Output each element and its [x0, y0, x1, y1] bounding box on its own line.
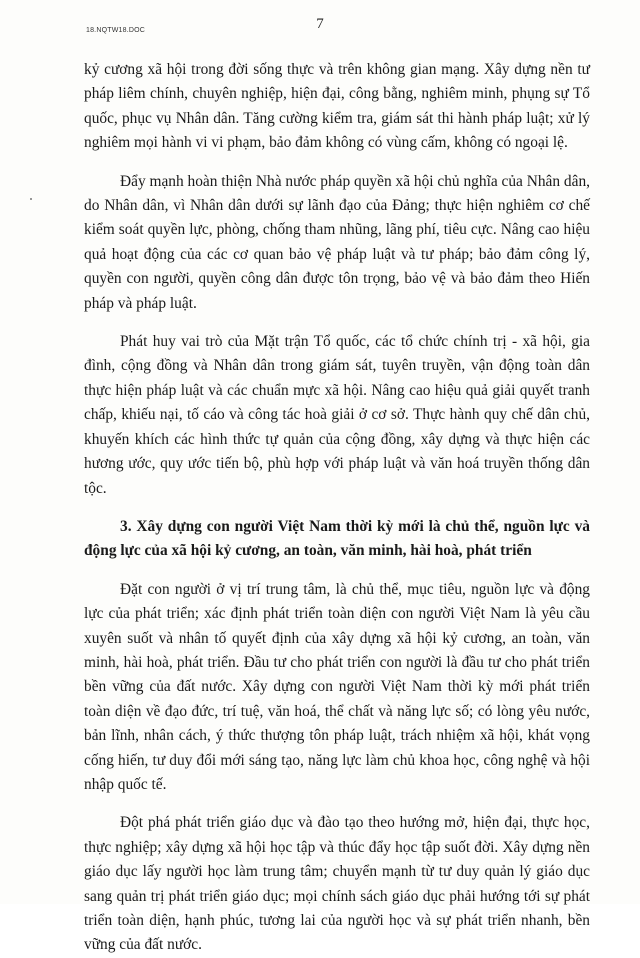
scan-speck: [30, 198, 32, 200]
paragraph-rule-of-law-state: Đẩy mạnh hoàn thiện Nhà nước pháp quyền xã hội chủ nghĩa của Nhân dân, do Nhân dân, vì Nhân dân dưới sự lãnh đạo của Đảng; thực hiện nghiêm cơ chế kiểm soát quyền lực, phòng, chống tham nhũng, lãng phí, tiêu cực. Nâng cao hiệu quả hoạt động của các cơ quan bảo vệ pháp luật và tư pháp; bảo đảm công lý, quyền con người, quyền công dân được tôn trọng, bảo vệ và bảo đảm theo Hiến pháp và pháp luật.: [84, 172, 590, 312]
paragraph-fatherland-front: Phát huy vai trò của Mặt trận Tổ quốc, các tổ chức chính trị - xã hội, gia đình, cộng đồng và Nhân dân trong giám sát, tuyên truyền, vận động toàn dân thực hiện pháp luật và các chuẩn mực xã hội. Nâng cao hiệu quả giải quyết tranh chấp, khiếu nại, tố cáo và công tác hoà giải ở cơ sở. Thực hành quy chế dân chủ, khuyến khích các hình thức tự quản của cộng đồng, xây dựng và thực hiện các hương ước, quy ước tiến bộ, phù hợp với pháp luật và văn hoá truyền thống dân tộc.: [84, 333, 590, 497]
paragraph-continued: kỷ cương xã hội trong đời sống thực và trên không gian mạng. Xây dựng nền tư pháp liêm chính, chuyên nghiệp, hiện đại, công bằng, nghiêm minh, phụng sự Tổ quốc, phục vụ Nhân dân. Tăng cường kiểm tra, giám sát thi hành pháp luật; xử lý nghiêm mọi hành vi vi phạm, bảo đảm không có vùng cấm, không có ngoại lệ.: [84, 61, 590, 152]
paragraph-education: Đột phá phát triển giáo dục và đào tạo theo hướng mở, hiện đại, thực học, thực nghiệp; xây dựng xã hội học tập và thúc đẩy học tập suốt đời. Xây dựng nền giáo dục lấy người học làm trung tâm; chuyển mạnh từ tư duy quản lý giáo dục sang quản trị phát triển giáo dục; mọi chính sách giáo dục phải hướng tới sự phát triển toàn diện, hạnh phúc, tương lai của người học và sự phát triển nhanh, bền vững của đất nước.: [84, 814, 590, 954]
section-heading: 3. Xây dựng con người Việt Nam thời kỳ mới là chủ thể, nguồn lực và động lực của xã hội kỷ cương, an toàn, văn minh, hài hoà, phát triển: [84, 517, 590, 560]
file-name-label: 18.NQTW18.DOC: [86, 27, 145, 34]
page-number: 7: [316, 16, 324, 32]
paragraph-people-centered: Đặt con người ở vị trí trung tâm, là chủ thể, mục tiêu, nguồn lực và động lực của phát triển; xác định phát triển toàn diện con người Việt Nam là yêu cầu xuyên suốt và nhân tố quyết định của xây dựng xã hội kỷ cương, an toàn, văn minh, hài hoà, phát triển. Đầu tư cho phát triển con người là đầu tư cho phát triển bền vững của đất nước. Xây dựng con người Việt Nam thời kỳ mới phát triển toàn diện về đạo đức, trí tuệ, văn hoá, thể chất và năng lực số; có lòng yêu nước, bản lĩnh, nhân cách, ý thức thượng tôn pháp luật, trách nhiệm xã hội, khát vọng cống hiến, tư duy đổi mới sáng tạo, năng lực làm chủ khoa học, công nghệ và hội nhập quốc tế.: [84, 580, 590, 793]
body-text: [84, 58, 590, 958]
